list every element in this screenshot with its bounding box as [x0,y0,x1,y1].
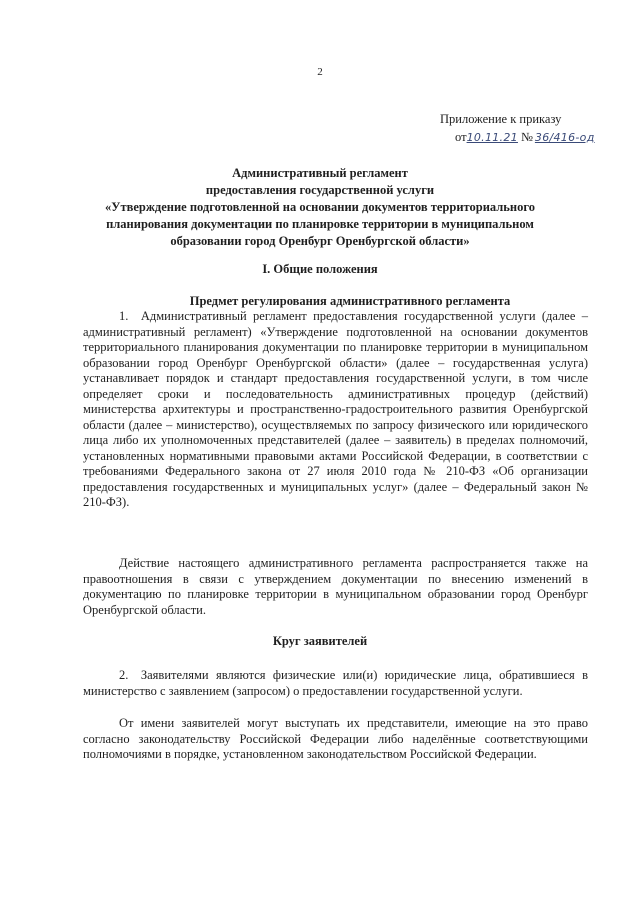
appendix-note [440,110,600,147]
handwritten-date: 10.11.21 [466,131,518,144]
appendix-prefix: от [455,130,467,144]
subheading-applicants: Круг заявителей [272,634,368,648]
paragraph-4 [83,716,588,763]
number-sign: № [520,130,533,144]
title-line-4: планирования документации по планировке территории в муниципальном [106,217,534,231]
handwritten-order-number: 36/416-од [534,131,595,144]
paragraph-2-text: Действие настоящего административного регламента распространяется также на правоотношения в связи с утверждением документации по внесению изменений в документацию по планировке территории в муниципальном образовании город Оренбург Оренбургской области. [83,556,588,617]
section-heading: I. Общие положения [262,262,378,276]
paragraph-3-text: 2. Заявителями являются физические или(и) юридические лица, обратившиеся в министерство с заявлением (запросом) о предоставлении государственной услуги. [83,668,588,698]
appendix-label: Приложение к приказу [440,112,562,126]
paragraph-2 [83,556,588,618]
paragraph-1-text: 1. Административный регламент предоставления государственной услуги (далее – административный регламент) «Утверждение подготовленной на основании документов территориального планирования документации по планировке территории в муниципальном образовании город Оренбург Оренбургской области» (далее – государственная услуга) устанавливает порядок и стандарт предоставления государственной услуги, в том числе определяет сроки и последовательность административных процедур (действий) министерства архитектуры и пространственно-градостроительного развития Оренбургской области (далее – министерство), осуществляемых по запросу физического или юридического лица либо их уполномоченных представителей (далее – заявитель) в пределах полномочий, установленных нормативными правовыми актами Российской Федерации, в соответствии с требованиями Федерального закона от 27 июля 2010 года № 210-ФЗ «Об организации предоставления государственных и муниципальных услуг» (далее – Федеральный закон № 210-ФЗ). [83,309,588,509]
paragraph-1 [83,309,588,511]
title-line-2: предоставления государственной услуги [205,183,435,197]
paragraph-4-text: От имени заявителей могут выступать их представители, имеющие на это право согласно законодательству Российской Федерации либо наделённые соответствующими полномочиями в порядке, установленном законодательством Российской Федерации. [83,716,588,761]
document-title [95,165,545,250]
title-line-5: образовании город Оренбург Оренбургской области» [170,234,470,248]
title-line-1: Административный регламент [232,166,408,180]
subheading-regulation-subject: Предмет регулирования административного регламента [189,294,511,308]
appendix-order-line [455,128,600,147]
title-line-3: «Утверждение подготовленной на основании документов территориального [105,200,535,214]
page-number: 2 [317,66,323,78]
paragraph-3 [83,668,588,699]
